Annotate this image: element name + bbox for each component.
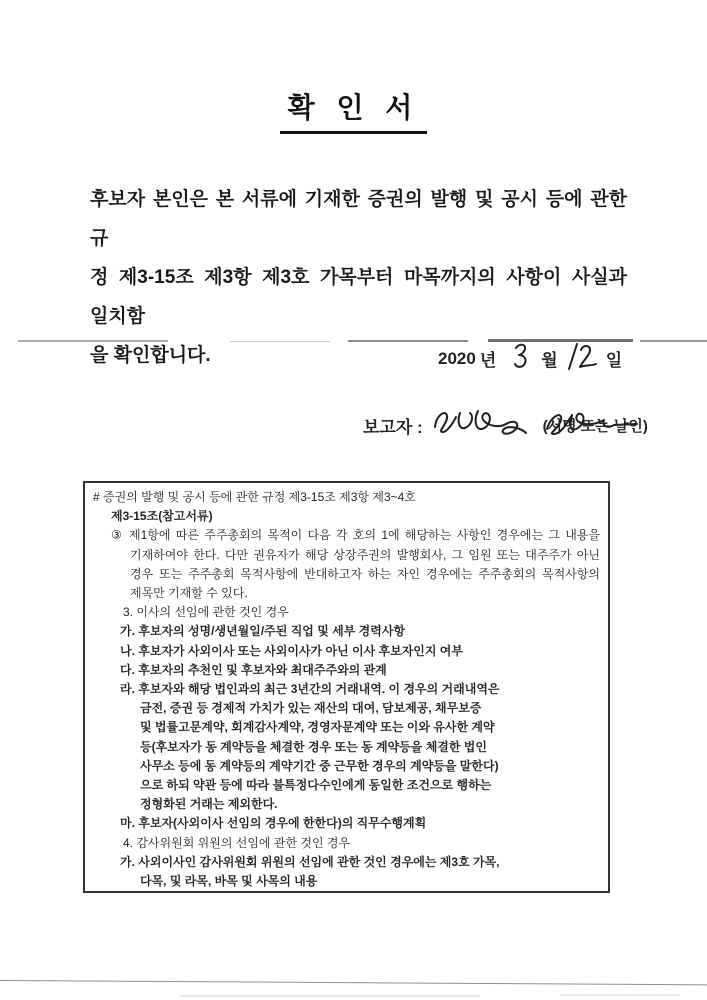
date-year: 2020 xyxy=(438,348,476,368)
reference-line: 나. 후보자가 사외이사 또는 사외이사가 아닌 이사 후보자인지 여부 xyxy=(120,643,463,658)
scan-artifact-line xyxy=(18,340,168,342)
handwritten-signature xyxy=(431,405,529,446)
reference-line: 등(후보자가 동 계약등을 체결한 경우 또는 동 계약등을 체결한 법인 xyxy=(140,739,487,754)
reference-line: 금전, 증권 등 경제적 가치가 있는 재산의 대여, 담보제공, 채무보증 xyxy=(140,701,482,716)
handwritten-signature-ink xyxy=(431,405,529,441)
paragraph-line: 후보자 본인은 본 서류에 기재한 증권의 발행 및 공시 등에 관한 규 xyxy=(90,189,627,249)
scan-artifact-line xyxy=(560,994,680,996)
paragraph-line: 정 제3-15조 제3항 제3호 가목부터 마목까지의 사항이 사실과 일치함 xyxy=(90,267,627,327)
scan-artifact-line xyxy=(640,340,707,342)
handwritten-day-ink xyxy=(566,341,598,371)
signature-note: (서명 또는 날인) xyxy=(542,418,648,435)
handwritten-month-ink xyxy=(512,342,529,370)
reference-line: 라. 후보자와 해당 법인과의 최근 3년간의 거래내역. 이 경우의 거래내역은 xyxy=(120,682,500,697)
scan-artifact-line xyxy=(0,980,707,985)
reference-line: 제3-15조(참고서류) xyxy=(111,509,213,524)
date-day-label: 일 xyxy=(605,351,623,370)
reference-line: 정형화된 거래는 제외한다. xyxy=(140,797,278,812)
reporter-label: 보고자 : xyxy=(363,418,423,437)
page-title: 확 인 서 xyxy=(280,86,428,134)
reporter-row xyxy=(363,405,648,446)
paragraph-line: 을 확인합니다. xyxy=(90,345,211,366)
reference-line: 기재하여야 한다. 다만 권유자가 해당 상장주권의 발행회사, 그 임원 또는 대주주가 아닌 xyxy=(130,547,600,562)
handwritten-day xyxy=(566,341,598,376)
reference-line: 및 법률고문계약, 회계감사계약, 경영자문계약 또는 이와 유사한 계약 xyxy=(140,720,495,735)
reference-line: 가. 후보자의 성명/생년월일/주된 직업 및 세부 경력사항 xyxy=(120,624,406,639)
reference-line: 사무소 등에 동 계약등의 계약기간 중 근무한 경우의 계약등을 말한다) xyxy=(140,758,499,773)
handwritten-month xyxy=(512,342,529,375)
reference-line: 제목만 기재할 수 있다. xyxy=(130,586,248,601)
reference-line: 3. 이사의 선임에 관한 것인 경우 xyxy=(123,605,289,620)
signature-note-wrap xyxy=(543,415,648,436)
reference-line: 다. 후보자의 추천인 및 후보자와 최대주주와의 관계 xyxy=(120,662,387,677)
reference-line: 경우 또는 주주총회 목적사항에 반대하고자 하는 자인 경우에는 주주총회의 목적사항의 xyxy=(130,566,600,581)
title-wrap xyxy=(0,86,707,134)
reference-box xyxy=(83,481,610,893)
reference-line: # 증권의 발행 및 공시 등에 관한 규정 제3-15조 제3항 제3~4호 xyxy=(93,490,416,504)
date-year-label: 년 xyxy=(479,351,497,370)
reference-line: ③ 제1항에 따른 주주총회의 목적이 다음 각 호의 1에 해당하는 사항인 경우에는 그 내용을 xyxy=(111,528,600,543)
reference-line: 마. 후보자(사외이사 선임의 경우에 한한다)의 직무수행계획 xyxy=(120,816,427,831)
date-row xyxy=(438,341,626,376)
scan-artifact-line xyxy=(230,341,330,342)
scan-artifact-line xyxy=(180,995,480,997)
reference-line: 가. 사외이사인 감사위원회 위원의 선임에 관한 것인 경우에는 제3호 가목, xyxy=(120,854,500,869)
reference-line: 다목, 및 라목, 바목 및 사목의 내용 xyxy=(140,874,318,889)
reference-line: 으로 하되 약관 등에 따라 불특정다수인에게 동일한 조건으로 행하는 xyxy=(140,778,492,793)
date-month-label: 월 xyxy=(541,351,558,370)
reference-line: 4. 감사위원회 위원의 선임에 관한 것인 경우 xyxy=(123,835,351,850)
